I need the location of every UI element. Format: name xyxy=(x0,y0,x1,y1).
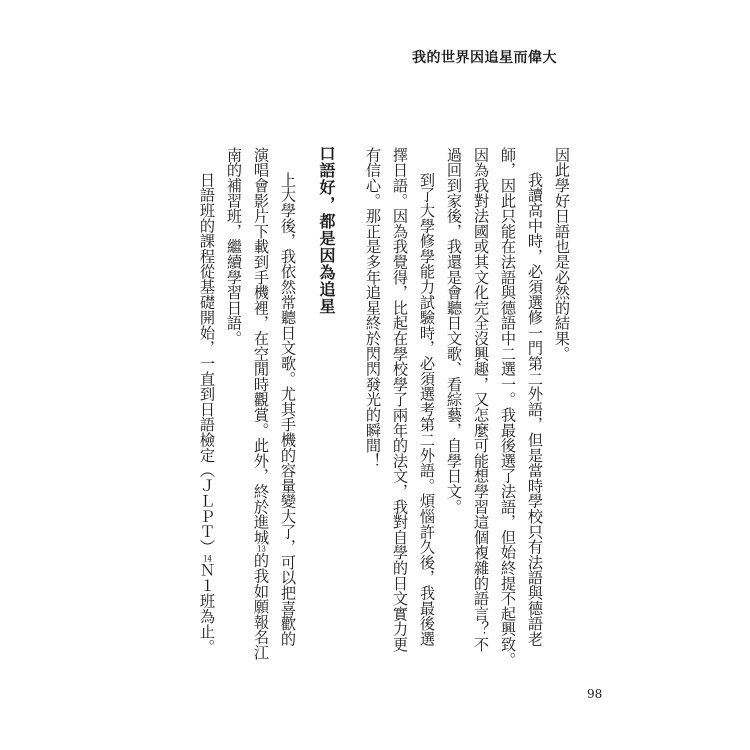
running-head: 我的世界因追星而偉大 xyxy=(412,50,557,66)
text-column-7: 擇日語。因為我覺得，比起在學校學了兩年的法文，我對自學的日文實力更 xyxy=(391,147,409,652)
page-number: 98 xyxy=(587,687,603,701)
text-column-6: 到了大學修學能力試驗時，必須選考第二外語。煩惱許久後，我最後選 xyxy=(418,172,436,647)
section-heading: 口語好，都是因為追星 xyxy=(317,145,336,315)
text-column-1: 因此學好日語也是必然的結果。 xyxy=(553,147,571,362)
text-column-10-part-b: 的我如願報名江 xyxy=(252,552,270,660)
text-column-5: 過回到家後，我還是會聽日文歌、看綜藝，自學日文。 xyxy=(445,147,463,515)
text-column-3: 師，因此只能在法語與德語中二選一。我最後選了法語，但始終提不起興致。 xyxy=(499,147,517,668)
text-column-9: 上大學後，我依然常聽日文歌。尤其手機的容量變大了，可以把喜歡的 xyxy=(279,172,297,647)
text-column-4: 因為我對法國或其文化完全沒興趣，又怎麼可能想學習這個複雜的語言？不 xyxy=(472,147,490,652)
text-column-10 xyxy=(251,147,271,660)
footnote-marker-13: 13 xyxy=(257,544,266,553)
text-column-2: 我讀高中時，必須選修一門第二外語，但是當時學校只有法語與德語老 xyxy=(526,172,544,647)
text-column-10-part-a: 演唱會影片下載到手機裡，在空閒時觀賞。此外，終於進城 xyxy=(252,147,270,545)
text-column-12 xyxy=(197,172,217,654)
text-column-11: 南的補習班，繼續學習日語。 xyxy=(225,147,243,346)
text-column-12-part-a: 日語班的課程從基礎開始，一直到日語檢定（ＪＬＰＴ） xyxy=(198,172,216,555)
footnote-marker-14: 14 xyxy=(203,554,212,563)
text-column-8: 有信心。那正是多年追星終於閃閃發光的瞬間！ xyxy=(364,147,382,469)
text-column-12-part-b: Ｎ１班為止。 xyxy=(198,562,216,655)
